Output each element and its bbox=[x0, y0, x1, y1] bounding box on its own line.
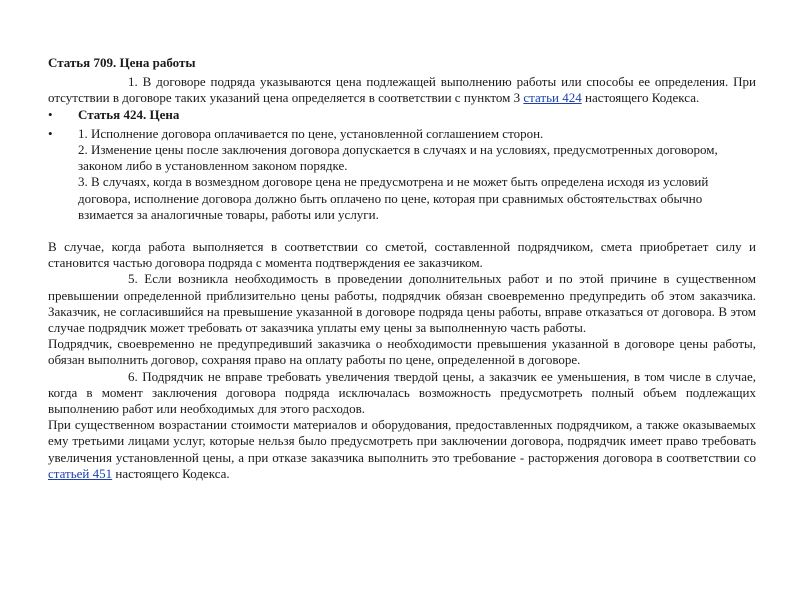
bullet-item-424-heading bbox=[48, 107, 756, 123]
paragraph-709-1-tail: настоящего Кодекса. bbox=[581, 90, 700, 106]
paragraph-709-1-text: 1. В договоре подряда указываются цена подлежащей выполнению работы или способы ее определения. При отсутствии в договоре таких указаний цена определяется в соответствии с пунктом 3 bbox=[48, 74, 756, 106]
paragraph-709-1 bbox=[48, 74, 756, 106]
paragraph-709-6-cont-text: При существенном возрастании стоимости материалов и оборудования, предоставленных подрядчиком, а также оказываемых ему третьими лицами услуг, которые нельзя было предусмотреть при заключении договора, подрядчик имеет право требовать увеличения установленной цены, а при отказе заказчика выполнить это требование - расторжения договора в соответствии со bbox=[48, 417, 756, 465]
paragraph-709-5-cont: Подрядчик, своевременно не предупредивший заказчика о необходимости превышения указанной в договоре цены работы, обязан выполнить договор, сохраняя право на оплату работы по цене, определенной в договоре. bbox=[48, 336, 756, 368]
paragraph-709-5: 5. Если возникла необходимость в проведении дополнительных работ и по этой причине в существенном превышении определенной приблизительно цены работы, подрядчик обязан своевременно предупредить об этом заказчика. Заказчик, не согласившийся на превышение указанной в договоре подряда цены работы, вправе отказаться от договора. В этом случае подрядчик может требовать от заказчика уплаты ему цены за выполненную часть работы. bbox=[48, 271, 756, 336]
article-451-link[interactable]: статьей 451 bbox=[48, 465, 113, 481]
spacer bbox=[48, 223, 756, 239]
article-709-heading: Статья 709. Цена работы bbox=[48, 55, 196, 70]
document-body bbox=[48, 55, 756, 482]
bullet-icon: • bbox=[48, 106, 53, 122]
paragraph-709-6-cont bbox=[48, 417, 756, 482]
paragraph-709-6-cont-tail: настоящего Кодекса. bbox=[112, 465, 230, 481]
bullet-icon: • bbox=[48, 125, 53, 141]
article-424-link[interactable]: статьи 424 bbox=[523, 90, 582, 106]
bullet-item-424-text bbox=[48, 126, 756, 223]
paragraph-709-6: 6. Подрядчик не вправе требовать увеличения твердой цены, а заказчик ее уменьшения, в том числе в случае, когда в момент заключения договора подряда исключалась возможность предусмотреть полный объем подлежащих выполнению работ или необходимых для этого расходов. bbox=[48, 368, 756, 417]
article-424-point-1: 1. Исполнение договора оплачивается по цене, установленной соглашением сторон. bbox=[78, 125, 544, 141]
article-424-point-3: 3. В случаях, когда в возмездном договоре цена не предусмотрена и не может быть определена исходя из условий договора, исполнение договора должно быть оплачено по цене, которая при сравнимых обстоятельствах обычно взимается за аналогичные товары, работы или услуги. bbox=[78, 174, 709, 222]
article-424-body bbox=[78, 126, 756, 223]
article-424-heading: Статья 424. Цена bbox=[78, 106, 180, 122]
paragraph-smeta: В случае, когда работа выполняется в соответствии со сметой, составленной подрядчиком, смета приобретает силу и становится частью договора подряда с момента подтверждения ее заказчиком. bbox=[48, 239, 756, 271]
article-424-point-2: 2. Изменение цены после заключения договора допускается в случаях и на условиях, предусмотренных договором, законом либо в установленном законом порядке. bbox=[78, 142, 718, 174]
